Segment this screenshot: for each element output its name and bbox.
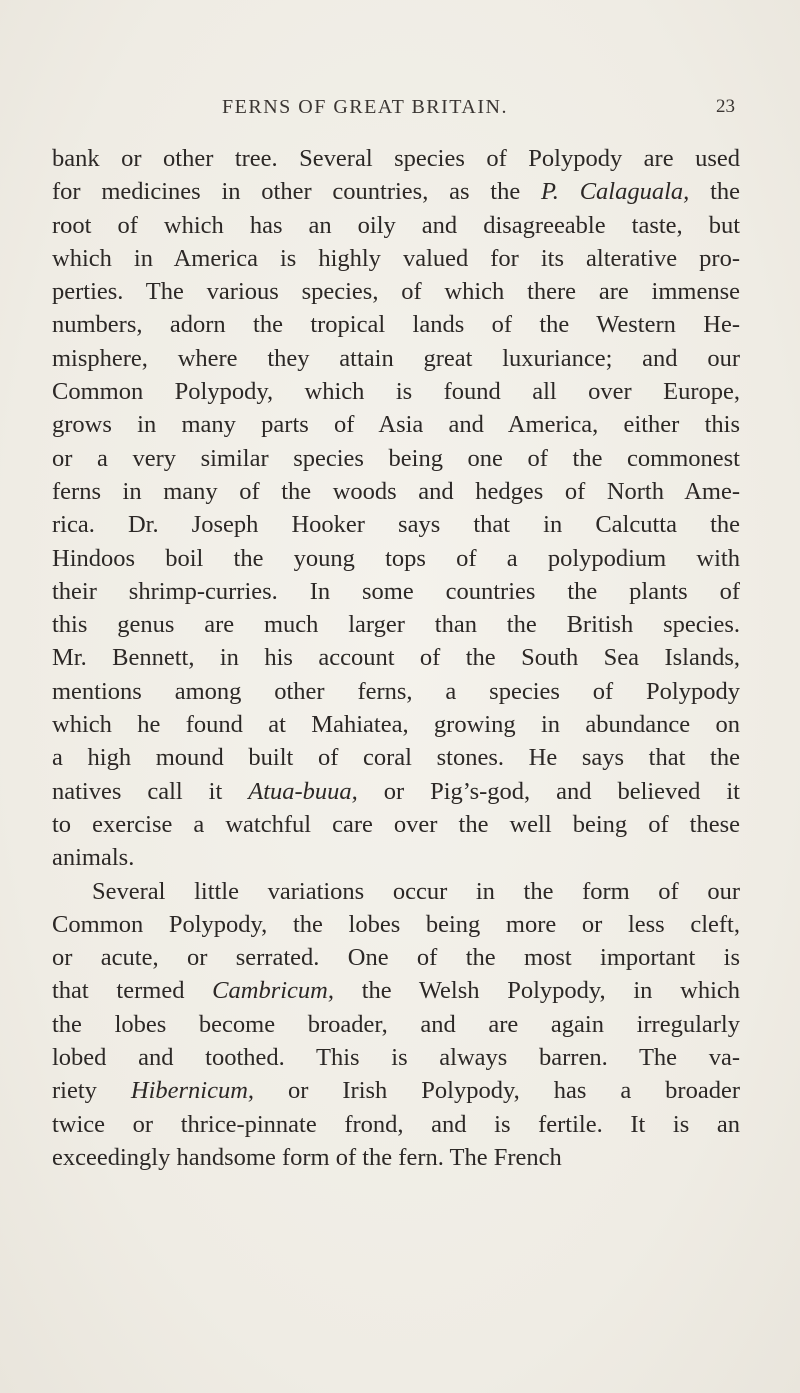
text-run: animals.: [52, 844, 135, 872]
text-run: or a very similar species being one of the commonest: [52, 444, 740, 472]
running-title: FERNS OF GREAT BRITAIN.: [222, 96, 508, 118]
text-run: grows in many parts of Asia and America, either this: [52, 411, 740, 439]
text-run: which he found at Mahiatea, growing in abundance on: [52, 711, 740, 739]
text-run: Several little variations occur in the form of our: [92, 877, 740, 905]
text-run: numbers, adorn the tropical lands of the Western He-: [52, 311, 740, 339]
text-line: [52, 508, 740, 541]
text-run: perties. The various species, of which there are immense: [52, 278, 740, 306]
text-run: lobed and toothed. This is always barren. The va-: [52, 1044, 740, 1072]
text-run: Hindoos boil the young tops of a polypodium with: [52, 544, 740, 572]
text-line: [52, 442, 740, 475]
text-line: [52, 275, 740, 308]
text-line: [52, 741, 740, 774]
text-run: Mr. Bennett, in his account of the South Sea Islands,: [52, 644, 740, 672]
italic-term: Cambricum,: [212, 977, 334, 1005]
text-line: [52, 1008, 740, 1041]
text-run: root of which has an oily and disagreeable taste, but: [52, 211, 740, 239]
text-line: [52, 908, 740, 941]
text-line: [52, 1141, 740, 1174]
running-head: [0, 96, 800, 120]
text-line: [52, 641, 740, 674]
text-line: [52, 475, 740, 508]
text-run: misphere, where they attain great luxuriance; and our: [52, 344, 740, 372]
text-run: for medicines in other countries, as the: [52, 178, 541, 206]
text-run: a high mound built of coral stones. He says that the: [52, 744, 740, 772]
text-run: natives call it: [52, 777, 249, 805]
text-line: [52, 675, 740, 708]
text-line: [52, 974, 740, 1007]
paragraph: [52, 142, 740, 875]
text-line: [52, 775, 740, 808]
text-run: Common Polypody, the lobes being more or less cleft,: [52, 910, 740, 938]
text-run: Common Polypody, which is found all over Europe,: [52, 378, 740, 406]
text-run: riety: [52, 1077, 131, 1105]
text-run: or Irish Polypody, has a broader: [254, 1077, 740, 1105]
body-text: [52, 142, 740, 1174]
text-line: [52, 1074, 740, 1107]
text-line: [52, 308, 740, 341]
text-line: [52, 342, 740, 375]
text-line: [52, 408, 740, 441]
italic-term: P. Calaguala,: [541, 178, 690, 206]
text-line: [52, 375, 740, 408]
text-line: [52, 209, 740, 242]
text-line: [52, 608, 740, 641]
italic-term: Atua-buua,: [248, 777, 358, 805]
text-line: [52, 808, 740, 841]
text-run: mentions among other ferns, a species of Polypody: [52, 677, 740, 705]
text-run: or acute, or serrated. One of the most important is: [52, 944, 740, 972]
text-line: [52, 542, 740, 575]
text-run: their shrimp-curries. In some countries the plants of: [52, 577, 740, 605]
text-line: [52, 941, 740, 974]
text-run: or Pig’s-god, and believed it: [357, 777, 740, 805]
text-line: [52, 841, 740, 874]
page-number: 23: [716, 96, 735, 117]
text-run: this genus are much larger than the British species.: [52, 611, 740, 639]
text-run: to exercise a watchful care over the well being of these: [52, 810, 740, 838]
paragraph: [52, 875, 740, 1175]
text-line: [52, 175, 740, 208]
text-line: [52, 1041, 740, 1074]
text-line: [52, 242, 740, 275]
text-run: that termed: [52, 977, 213, 1005]
text-run: twice or thrice-pinnate frond, and is fertile. It is an: [52, 1110, 740, 1138]
text-run: ferns in many of the woods and hedges of North Ame-: [52, 477, 740, 505]
text-line: [52, 575, 740, 608]
text-line: [52, 1108, 740, 1141]
text-run: bank or other tree. Several species of Polypody are used: [52, 145, 740, 172]
text-line: [52, 142, 740, 175]
text-run: which in America is highly valued for its alterative pro-: [52, 244, 740, 272]
text-run: the: [689, 178, 740, 206]
text-run: the Welsh Polypody, in which: [334, 977, 740, 1005]
italic-term: Hibernicum,: [130, 1077, 255, 1105]
text-run: rica. Dr. Joseph Hooker says that in Calcutta the: [52, 511, 740, 539]
text-run: exceedingly handsome form of the fern. The French: [52, 1143, 562, 1171]
text-run: the lobes become broader, and are again irregularly: [52, 1010, 740, 1038]
text-line: [52, 875, 740, 908]
text-line: [52, 708, 740, 741]
